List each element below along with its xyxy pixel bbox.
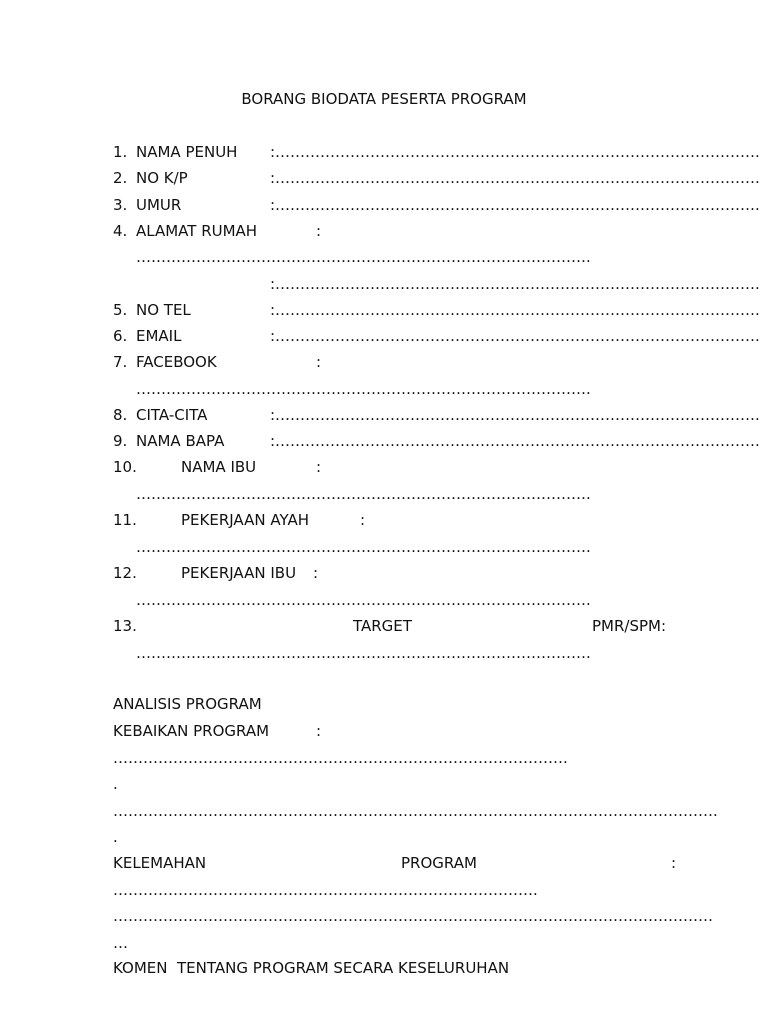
field-label-pmr-spm: PMR/SPM: — [592, 617, 667, 635]
field-label-pekerjaan-ibu: PEKERJAAN IBU — [181, 564, 297, 582]
field-label-umur: UMUR — [136, 196, 182, 214]
field-blank-no-tel[interactable]: :……………………………………………………………………………………. — [270, 301, 760, 319]
field-number: 11. — [113, 511, 137, 529]
blank-kelemahan-2[interactable]: ………………………………………………………………………………………………………… — [113, 907, 713, 925]
field-number: 8. — [113, 406, 128, 424]
section-heading-analisis: ANALISIS PROGRAM — [113, 695, 262, 713]
field-number: 10. — [113, 458, 137, 476]
field-colon: : — [313, 564, 319, 582]
field-colon: : — [316, 458, 322, 476]
field-blank-no-kp[interactable]: :……………………………………………………………………………………. — [270, 169, 760, 187]
field-blank-pekerjaan-ibu[interactable]: ………………………………………………………………………………. — [136, 591, 591, 609]
label-komen: KOMEN TENTANG PROGRAM SECARA KESELURUHAN — [113, 959, 510, 977]
blank-kebaikan-2[interactable]: …………………………………………………………………………………………………………. — [113, 802, 718, 820]
field-blank-nama-penuh[interactable]: :……………………………………………………………………………………. — [270, 143, 760, 161]
field-label-cita-cita: CITA-CITA — [136, 406, 208, 424]
field-number: 7. — [113, 353, 128, 371]
field-blank-alamat-rumah-2[interactable]: :……………………………………………………………………………………. — [270, 275, 760, 293]
field-label-no-tel: NO TEL — [136, 301, 191, 319]
field-blank-alamat-rumah-1[interactable]: ………………………………………………………………………………. — [136, 248, 591, 266]
blank-kelemahan-tail: … — [113, 934, 128, 952]
field-label-facebook: FACEBOOK — [136, 353, 217, 371]
field-blank-nama-bapa[interactable]: :……………………………………………………………………………………. — [270, 432, 760, 450]
field-blank-pekerjaan-ayah[interactable]: ………………………………………………………………………………. — [136, 538, 591, 556]
field-colon: : — [316, 222, 322, 240]
field-number: 3. — [113, 196, 128, 214]
field-blank-nama-ibu[interactable]: ………………………………………………………………………………. — [136, 485, 591, 503]
field-colon: : — [671, 854, 677, 872]
blank-kebaikan-1[interactable]: ………………………………………………………………………………. — [113, 749, 568, 767]
field-blank-target[interactable]: ………………………………………………………………………………. — [136, 644, 591, 662]
field-label-email: EMAIL — [136, 327, 182, 345]
field-number: 1. — [113, 143, 128, 161]
form-title: BORANG BIODATA PESERTA PROGRAM — [241, 90, 527, 108]
field-colon: : — [316, 722, 322, 740]
field-blank-facebook[interactable]: ………………………………………………………………………………. — [136, 380, 591, 398]
field-colon: : — [316, 353, 322, 371]
field-number: 5. — [113, 301, 128, 319]
blank-kebaikan-dot-2: . — [113, 828, 118, 846]
field-number: 12. — [113, 564, 137, 582]
label-kelemahan: KELEMAHAN — [113, 854, 207, 872]
field-colon: : — [360, 511, 366, 529]
blank-kelemahan-1[interactable]: …………………………………………………………………………. — [113, 881, 538, 899]
field-number: 2. — [113, 169, 128, 187]
field-blank-cita-cita[interactable]: :……………………………………………………………………………………. — [270, 406, 760, 424]
field-label-alamat-rumah: ALAMAT RUMAH — [136, 222, 258, 240]
field-number: 13. — [113, 617, 137, 635]
field-number: 6. — [113, 327, 128, 345]
field-label-no-kp: NO K/P — [136, 169, 188, 187]
field-label-nama-penuh: NAMA PENUH — [136, 143, 238, 161]
field-label-nama-bapa: NAMA BAPA — [136, 432, 225, 450]
field-number: 9. — [113, 432, 128, 450]
field-blank-umur[interactable]: :……………………………………………………………………………………. — [270, 196, 760, 214]
field-label-nama-ibu: NAMA IBU — [181, 458, 257, 476]
label-program: PROGRAM — [401, 854, 477, 872]
label-kebaikan-program: KEBAIKAN PROGRAM — [113, 722, 270, 740]
field-blank-email[interactable]: :……………………………………………………………………………………. — [270, 327, 760, 345]
blank-kebaikan-dot-1: . — [113, 775, 118, 793]
field-number: 4. — [113, 222, 128, 240]
field-label-target: TARGET — [353, 617, 412, 635]
field-label-pekerjaan-ayah: PEKERJAAN AYAH — [181, 511, 309, 529]
